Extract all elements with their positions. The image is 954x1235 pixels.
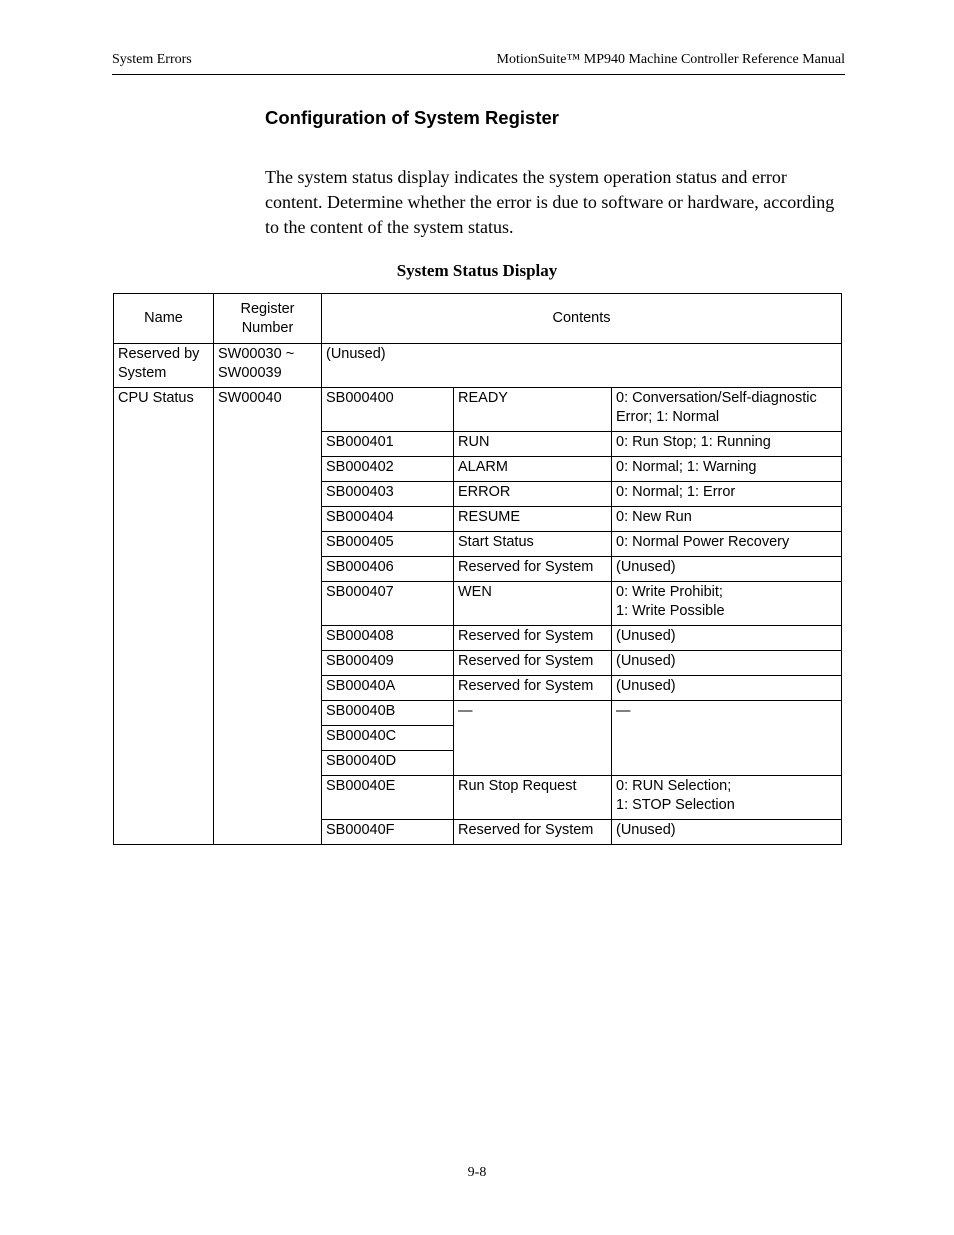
bit-address-cell: SB00040E xyxy=(322,776,454,820)
bit-address-cell: SB000404 xyxy=(322,507,454,532)
bit-description-cell: 0: Normal Power Recovery xyxy=(612,532,842,557)
bit-name-cell: ERROR xyxy=(454,482,612,507)
bit-address-cell: SB000407 xyxy=(322,582,454,626)
bit-address-cell: SB00040C xyxy=(322,726,454,751)
bit-name-cell: RESUME xyxy=(454,507,612,532)
bit-name-cell: — xyxy=(454,701,612,776)
table-row-cpu-bit xyxy=(114,388,842,432)
reserved-name-cell: Reserved by System xyxy=(114,344,214,388)
bit-address-cell: SB000408 xyxy=(322,626,454,651)
table-row-reserved xyxy=(114,344,842,388)
header-manual-title: MotionSuite™ MP940 Machine Controller Reference Manual xyxy=(496,52,845,67)
bit-description-cell: 0: Run Stop; 1: Running xyxy=(612,432,842,457)
bit-description-cell: (Unused) xyxy=(612,676,842,701)
bit-description-cell: 0: New Run xyxy=(612,507,842,532)
bit-description-cell: 0: Write Prohibit; 1: Write Possible xyxy=(612,582,842,626)
bit-address-cell: SB00040B xyxy=(322,701,454,726)
bit-name-cell: Reserved for System xyxy=(454,651,612,676)
bit-address-cell: SB000401 xyxy=(322,432,454,457)
bit-name-cell: Reserved for System xyxy=(454,626,612,651)
bit-address-cell: SB00040F xyxy=(322,820,454,845)
bit-description-cell: 0: Normal; 1: Warning xyxy=(612,457,842,482)
system-status-table xyxy=(113,293,842,845)
reserved-contents-cell: (Unused) xyxy=(322,344,842,388)
bit-description-cell: 0: Normal; 1: Error xyxy=(612,482,842,507)
bit-address-cell: SB000403 xyxy=(322,482,454,507)
bit-description-cell: (Unused) xyxy=(612,820,842,845)
bit-name-cell: READY xyxy=(454,388,612,432)
bit-name-cell: Start Status xyxy=(454,532,612,557)
col-header-register: Register Number xyxy=(214,294,322,344)
bit-name-cell: Reserved for System xyxy=(454,557,612,582)
bit-name-cell: Reserved for System xyxy=(454,676,612,701)
bit-address-cell: SB00040D xyxy=(322,751,454,776)
section-title: Configuration of System Register xyxy=(265,107,559,128)
reserved-register-cell: SW00030 ~ SW00039 xyxy=(214,344,322,388)
bit-address-cell: SB000400 xyxy=(322,388,454,432)
page-number: 9-8 xyxy=(467,1165,487,1180)
bit-name-cell: Run Stop Request xyxy=(454,776,612,820)
cpu-status-name-cell: CPU Status xyxy=(114,388,214,845)
col-header-name: Name xyxy=(114,294,214,344)
bit-address-cell: SB00040A xyxy=(322,676,454,701)
header-section-name: System Errors xyxy=(112,52,192,67)
bit-description-cell: (Unused) xyxy=(612,626,842,651)
table-header-row xyxy=(114,294,842,344)
table-caption: System Status Display xyxy=(396,261,558,280)
bit-name-cell: RUN xyxy=(454,432,612,457)
bit-description-cell: — xyxy=(612,701,842,776)
bit-address-cell: SB000406 xyxy=(322,557,454,582)
bit-description-cell: (Unused) xyxy=(612,651,842,676)
bit-address-cell: SB000409 xyxy=(322,651,454,676)
col-header-contents: Contents xyxy=(322,294,842,344)
cpu-status-register-cell: SW00040 xyxy=(214,388,322,845)
intro-paragraph: The system status display indicates the system operation status and error content. Determine whether the error is due to software or hardware, according to the content of the system status. xyxy=(265,167,835,237)
bit-description-cell: 0: RUN Selection; 1: STOP Selection xyxy=(612,776,842,820)
running-header xyxy=(112,52,845,75)
bit-name-cell: ALARM xyxy=(454,457,612,482)
bit-name-cell: WEN xyxy=(454,582,612,626)
bit-name-cell: Reserved for System xyxy=(454,820,612,845)
bit-address-cell: SB000402 xyxy=(322,457,454,482)
bit-description-cell: (Unused) xyxy=(612,557,842,582)
bit-description-cell: 0: Conversation/Self-diagnostic Error; 1: Normal xyxy=(612,388,842,432)
bit-address-cell: SB000405 xyxy=(322,532,454,557)
